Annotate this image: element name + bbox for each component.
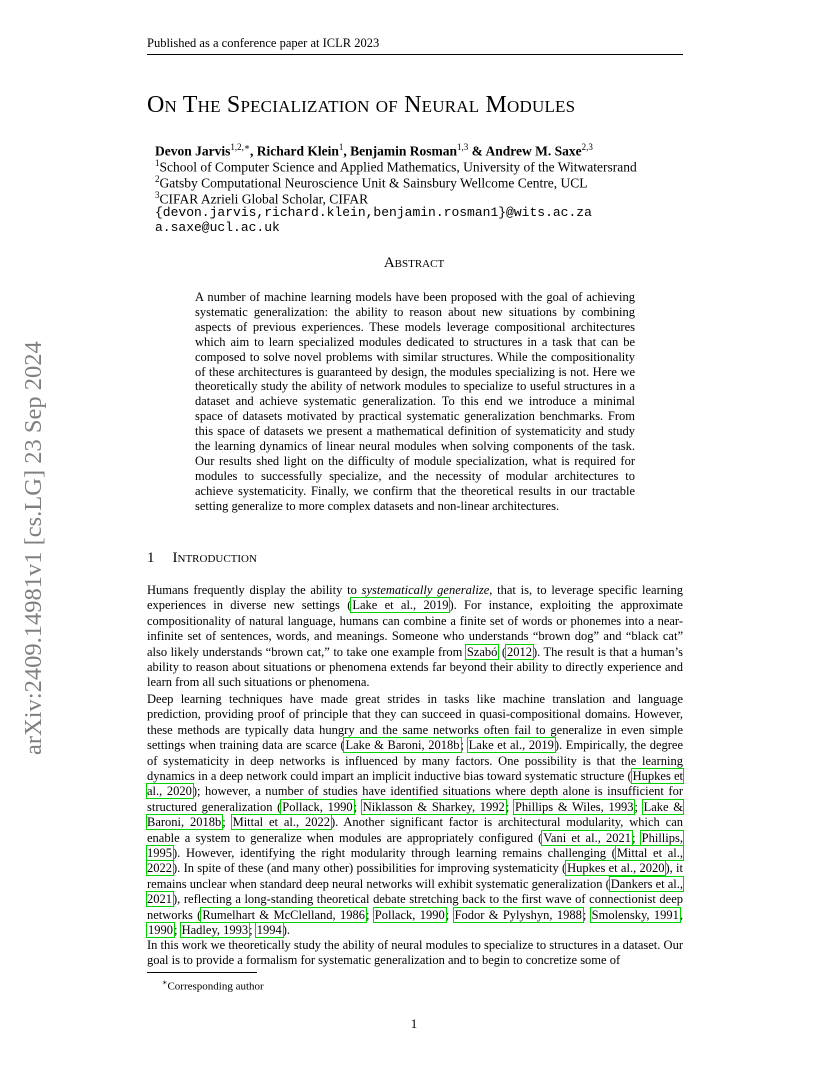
citation-link[interactable]: Rumelhart & McClelland, 1986 (202, 907, 365, 922)
author-name: Andrew M. Saxe (485, 143, 582, 159)
citation-link[interactable]: Lake & Baroni, 2018b (345, 738, 460, 753)
page-number: 1 (410, 1016, 418, 1031)
affiliation-mark: 1 (155, 158, 160, 168)
citation-link[interactable]: Hupkes et al., 2020 (567, 861, 665, 876)
paragraph-text: , that is, to leverage specific learning experiences in diverse new settings ( (147, 583, 683, 613)
paragraph-text: ). Empirically, the degree of systematicity in deep networks is influenced by many factors. One possibility is that the learning dynamics in a deep network could impart an implicit inductive bias toward systematic structure ( (147, 738, 683, 784)
affiliation-2 (155, 174, 587, 192)
paragraph-text: ; (634, 799, 643, 814)
paragraph-text: ; (505, 799, 514, 814)
paragraph-text: ). However, identifying the right modularity through learning remains challenging ( (173, 846, 616, 861)
running-header: Published as a conference paper at ICLR 2023 (147, 36, 380, 50)
citation-link[interactable]: Lake & Baroni, 2018b (147, 799, 683, 830)
affiliation-text: CIFAR Azrieli Global Scholar, CIFAR (159, 191, 369, 207)
citation-link[interactable]: Lake et al., 2019 (352, 598, 449, 613)
abstract-heading: Abstract (383, 255, 445, 271)
paragraph-text: Deep learning techniques have made great strides in tasks like machine translation and language prediction, providing proof of principle that they can succeed in quasi-compositional domains. However, these methods are typically data hungry and the same networks often fail to generalize in even simple settings when training data are scarce ( (147, 692, 683, 753)
footnote-rule (147, 972, 257, 973)
citation-link[interactable]: Phillips, 1995 (147, 830, 683, 861)
paragraph-text: ; (174, 923, 181, 938)
paragraph-text: Humans frequently display the ability to (147, 583, 362, 597)
citation-link[interactable]: Mittal et al., 2022 (147, 846, 683, 876)
paragraph-text: ; (249, 923, 256, 938)
paragraph-text: ; (632, 830, 641, 845)
citation-link[interactable]: Dankers et al., 2021 (147, 876, 683, 907)
author-mark: 2,3 (581, 142, 593, 152)
footnote-mark: ∗ (162, 978, 168, 987)
paragraph-text: ; (445, 907, 454, 922)
paragraph-text: ( (498, 644, 506, 659)
affiliation-mark: 3 (155, 190, 160, 200)
citation-link[interactable]: Mittal et al., 2022 (232, 815, 330, 830)
paragraph-text: ; (365, 907, 374, 922)
paragraph-text: ; (222, 815, 232, 830)
citation-link[interactable]: Szabó (466, 644, 498, 659)
author-separator: & (468, 143, 486, 159)
emphasis-text: systematically generalize (361, 583, 490, 597)
author-mark: 1 (338, 142, 344, 152)
citation-link[interactable]: Smolensky, 1991 (591, 907, 679, 922)
section-title: Introduction (172, 550, 257, 566)
section-number: 1 (147, 550, 155, 566)
paragraph-text: ). For instance, exploiting the approximate compositionality of natural language, humans can combine a finite set of words or phonemes into a near-infinite set of sentences, words, and meanings. Someone who understands “brown dog” and “black cat” also likely understands “brown cat,” to take one example from (147, 598, 683, 659)
email-line-1: {devon.jarvis,richard.klein,benjamin.rosman1}@wits.ac.za (155, 205, 592, 220)
paragraph-text: ). (282, 923, 291, 938)
affiliation-text: School of Computer Science and Applied Mathematics, University of the Witwatersrand (159, 159, 637, 175)
author-name: Richard Klein (256, 143, 339, 159)
citation-link[interactable]: Phillips & Wiles, 1993 (514, 799, 634, 814)
author-list (155, 142, 593, 160)
paragraph-text: ), it remains unclear when standard deep neural networks will exhibit systematic generalization ( (147, 861, 684, 891)
header-rule (147, 54, 683, 55)
citation-link[interactable]: Pollack, 1990 (374, 907, 445, 922)
citation-link[interactable]: Pollack, 1990 (282, 799, 353, 814)
citation-link[interactable]: 1990 (148, 923, 173, 938)
affiliation-mark: 2 (155, 174, 160, 184)
paragraph-text: In this work we theoretically study the ability of neural modules to specialize to structures in a dataset. Our goal is to provide a formalism for systematic generalization and to begin to concretize some of (147, 938, 683, 968)
affiliation-text: Gatsby Computational Neuroscience Unit & Sainsbury Wellcome Centre, UCL (159, 175, 588, 191)
paragraph-2 (147, 692, 683, 939)
citation-link[interactable]: Niklasson & Sharkey, 1992 (362, 799, 505, 814)
paragraph-text: ). Another significant factor is architectural modularity, which can enable a system to generalize when modules are appropriately configured ( (147, 815, 683, 845)
section-heading (147, 550, 257, 567)
paragraph-text: ; (582, 907, 591, 922)
paragraph-text: ). In spite of these (and many other) possibilities for improving systematicity ( (173, 861, 567, 876)
citation-link[interactable]: 1994 (256, 923, 282, 938)
author-separator: , (250, 143, 257, 159)
author-mark: 1,3 (457, 142, 469, 152)
paragraph-text: ; (353, 799, 362, 814)
author-name: Devon Jarvis (155, 143, 231, 159)
arxiv-stamp-text: arXiv:2409.14981v1 [cs.LG] 23 Sep 2024 (20, 341, 47, 755)
citation-link[interactable]: Vani et al., 2021 (543, 830, 631, 845)
abstract-body: A number of machine learning models have been proposed with the goal of achieving systematic generalization: the ability to reason about new situations by combining aspects of previous experiences. These models leverage compositional architectures which aim to learn specialized modules dedicated to structures in a task that can be composed to solve novel problems with similar structures. While the compositionality of these architectures is guaranteed by design, the modules specializing is not. Here we theoretically study the ability of network modules to specialize to useful structures in a dataset and achieve systematic generalization. To this end we introduce a minimal space of datasets motivated by practical systematic generalization benchmarks. From this space of datasets we present a mathematical definition of systematicity and study the learning dynamics of linear neural modules when solving components of the task. Our results shed light on the difficulty of module specialization, what is required for modules to successfully specialize, and the necessity of modular architectures to achieve systematicity. Finally, we confirm that the theoretical results in our tractable setting generalize to more complex datasets and non-linear architectures. (195, 290, 635, 513)
paragraph-text: ), reflecting a long-standing theoretical debate stretching back to the first wave of connectionist deep networks ( (147, 892, 683, 922)
affiliation-1 (155, 158, 637, 176)
author-separator: , (343, 143, 351, 159)
email-line-2: a.saxe@ucl.ac.uk (155, 220, 280, 235)
footnote (162, 978, 264, 993)
paragraph-text: ); however, a number of studies have identified situations where depth alone is insufficient for structured generalization ( (147, 784, 683, 814)
citation-link[interactable]: Hupkes et al., 2020 (147, 769, 683, 799)
paper-title: On The Specialization of Neural Modules (147, 92, 576, 118)
citation-link[interactable]: Fodor & Pylyshyn, 1988 (454, 907, 582, 922)
paragraph-text: ). The result is that a human’s ability to reason about situations or phenomena extends far beyond their ability to directly experience and learn from all such situations or phenomena. (147, 644, 683, 690)
citation-link[interactable]: 2012 (507, 644, 532, 659)
footnote-text: Corresponding author (167, 980, 264, 993)
paragraph-3 (147, 938, 683, 969)
citation-link[interactable]: Lake et al., 2019 (468, 738, 554, 753)
paragraph-1 (147, 583, 683, 691)
citation-link[interactable]: Hadley, 1993 (181, 923, 249, 938)
author-name: Benjamin Rosman (350, 143, 458, 159)
paragraph-text: , (679, 907, 683, 922)
author-mark: 1,2,∗ (230, 142, 250, 152)
paragraph-text: ; (460, 738, 468, 753)
